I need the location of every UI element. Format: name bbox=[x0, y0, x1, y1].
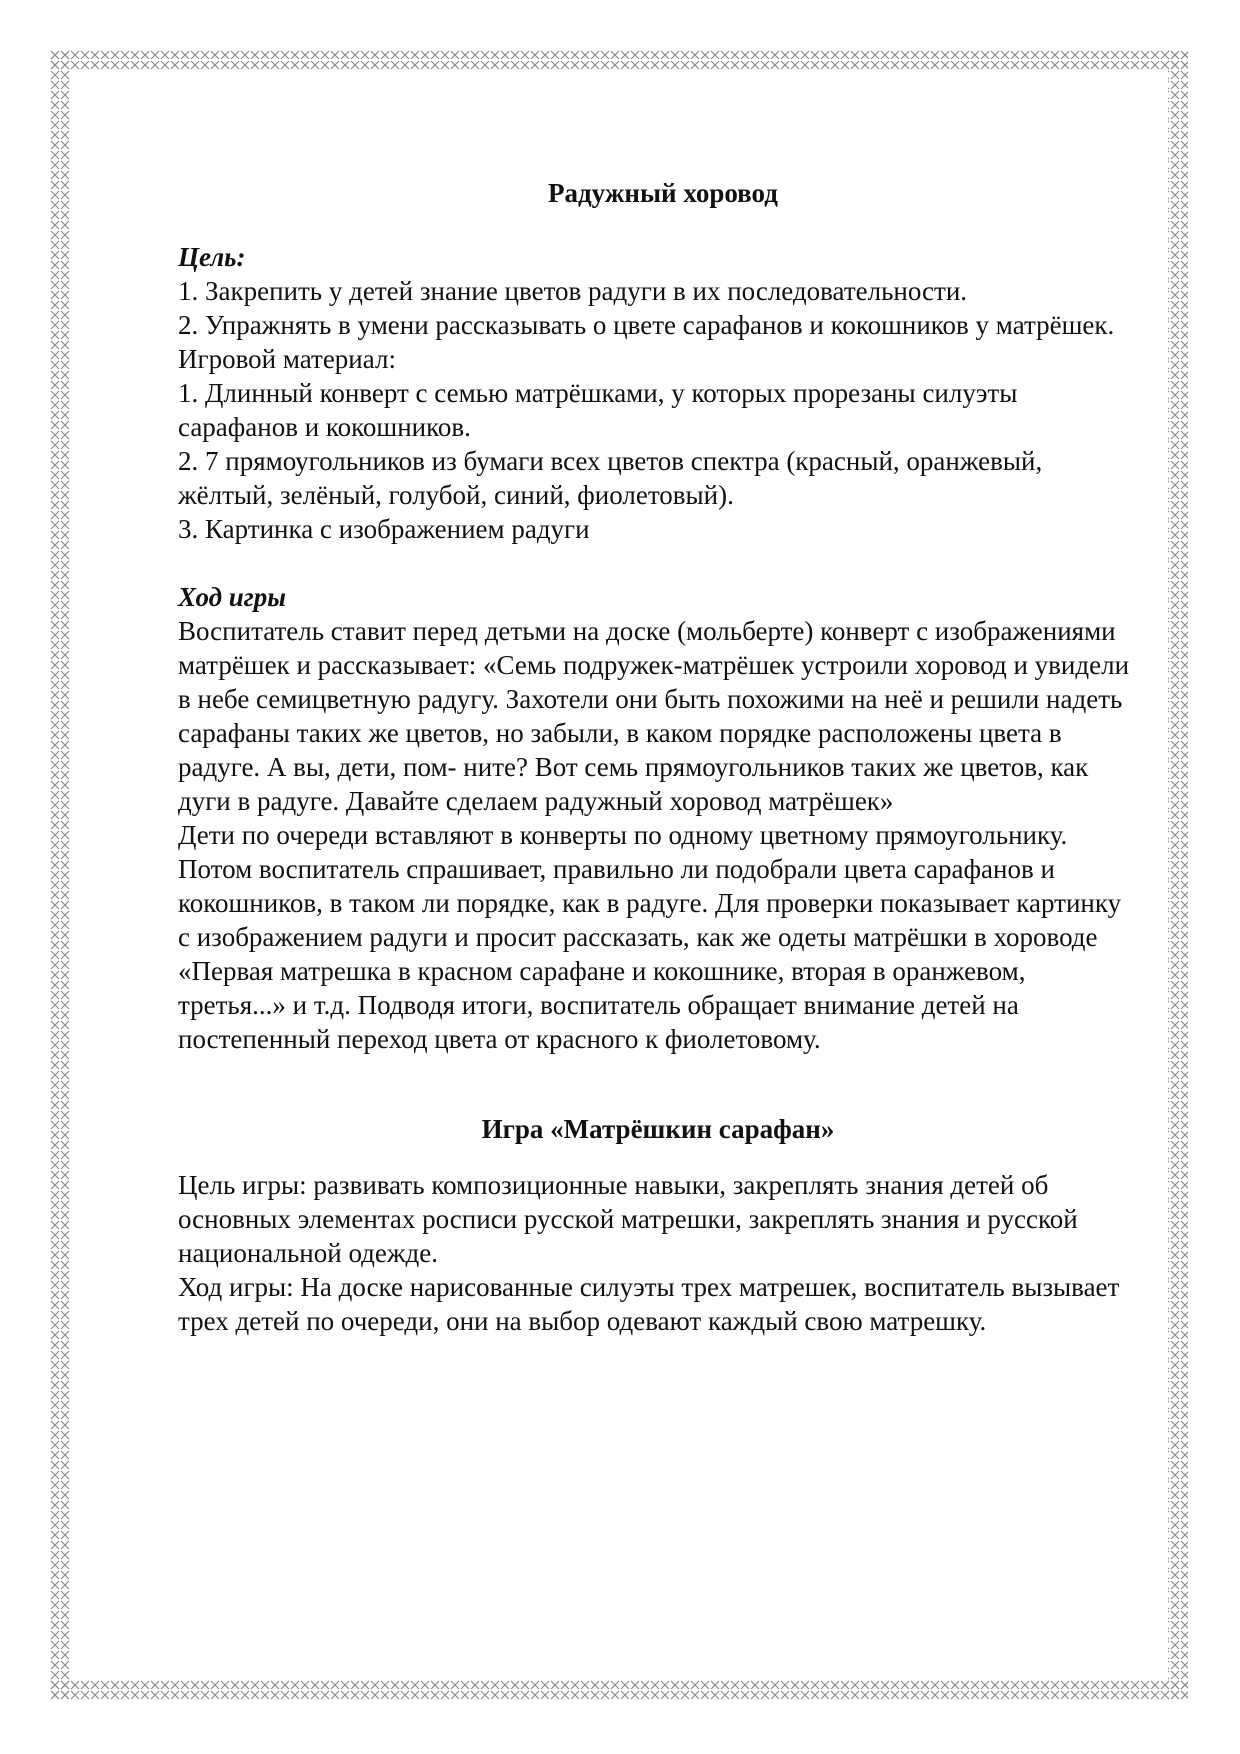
section2-title: Игра «Матрёшкин сарафан» bbox=[481, 1114, 835, 1144]
material-item: 3. Картинка с изображением радуги bbox=[178, 514, 590, 544]
goal-item: 1. Закрепить у детей знание цветов радуги в их последовательности. bbox=[178, 276, 968, 306]
course-label: Ход игры bbox=[178, 582, 286, 612]
material-label: Игровой материал: bbox=[178, 344, 396, 374]
material-item: 2. 7 прямоугольников из бумаги всех цветов спектра (красный, оранжевый, жёлтый, зелёный, голубой, синий, фиолетовый). bbox=[178, 446, 1043, 510]
border-bottom bbox=[50, 1680, 1188, 1700]
border-left bbox=[50, 50, 70, 1700]
document-content bbox=[178, 176, 1138, 1338]
section2-course: Ход игры: На доске нарисованные силуэты трех матрешек, воспитатель вызывает трех детей по очереди, они на выбор одевают каждый свою матрешку. bbox=[178, 1272, 1120, 1336]
material-item: 1. Длинный конверт с семью матрёшками, у которых прорезаны силуэты сарафанов и кокошников. bbox=[178, 378, 1018, 442]
goal-item: 2. Упражнять в умени рассказывать о цвете сарафанов и кокошников у матрёшек. bbox=[178, 310, 1115, 340]
border-right bbox=[1168, 50, 1188, 1700]
goal-label: Цель: bbox=[178, 242, 246, 272]
section2-goal: Цель игры: развивать композиционные навыки, закреплять знания детей об основных элементах росписи русской матрешки, закреплять знания и русской национальной одежде. bbox=[178, 1170, 1078, 1268]
section1-title: Радужный хоровод bbox=[548, 178, 778, 208]
course-paragraph: Дети по очереди вставляют в конверты по одному цветному прямоугольнику. Потом воспитатель спрашивает, правильно ли подобрали цвета сарафанов и кокошников, в таком ли порядке, как в радуге. Для проверки показывает картинку с изображением радуги и просит рассказать, как же одеты матрёшки в хороводе «Первая матрешка в красном сарафане и кокошнике, вторая в оранжевом, третья...» и т.д. Подводя итоги, воспитатель обращает внимание детей на постепенный переход цвета от красного к фиолетовому. bbox=[178, 820, 1122, 1054]
course-paragraph: Воспитатель ставит перед детьми на доске (мольберте) конверт с изображениями матрёшек и рассказывает: «Семь подружек-матрёшек устроили хоровод и увидели в небе семицветную радугу. Захотели они быть похожими на неё и решили надеть сарафаны таких же цветов, но забыли, в каком порядке расположены цвета в радуге. А вы, дети, пом- ните? Вот семь прямоугольников таких же цветов, как дуги в радуге. Давайте сделаем радужный хоровод матрёшек» bbox=[178, 616, 1130, 816]
border-top bbox=[50, 50, 1188, 70]
